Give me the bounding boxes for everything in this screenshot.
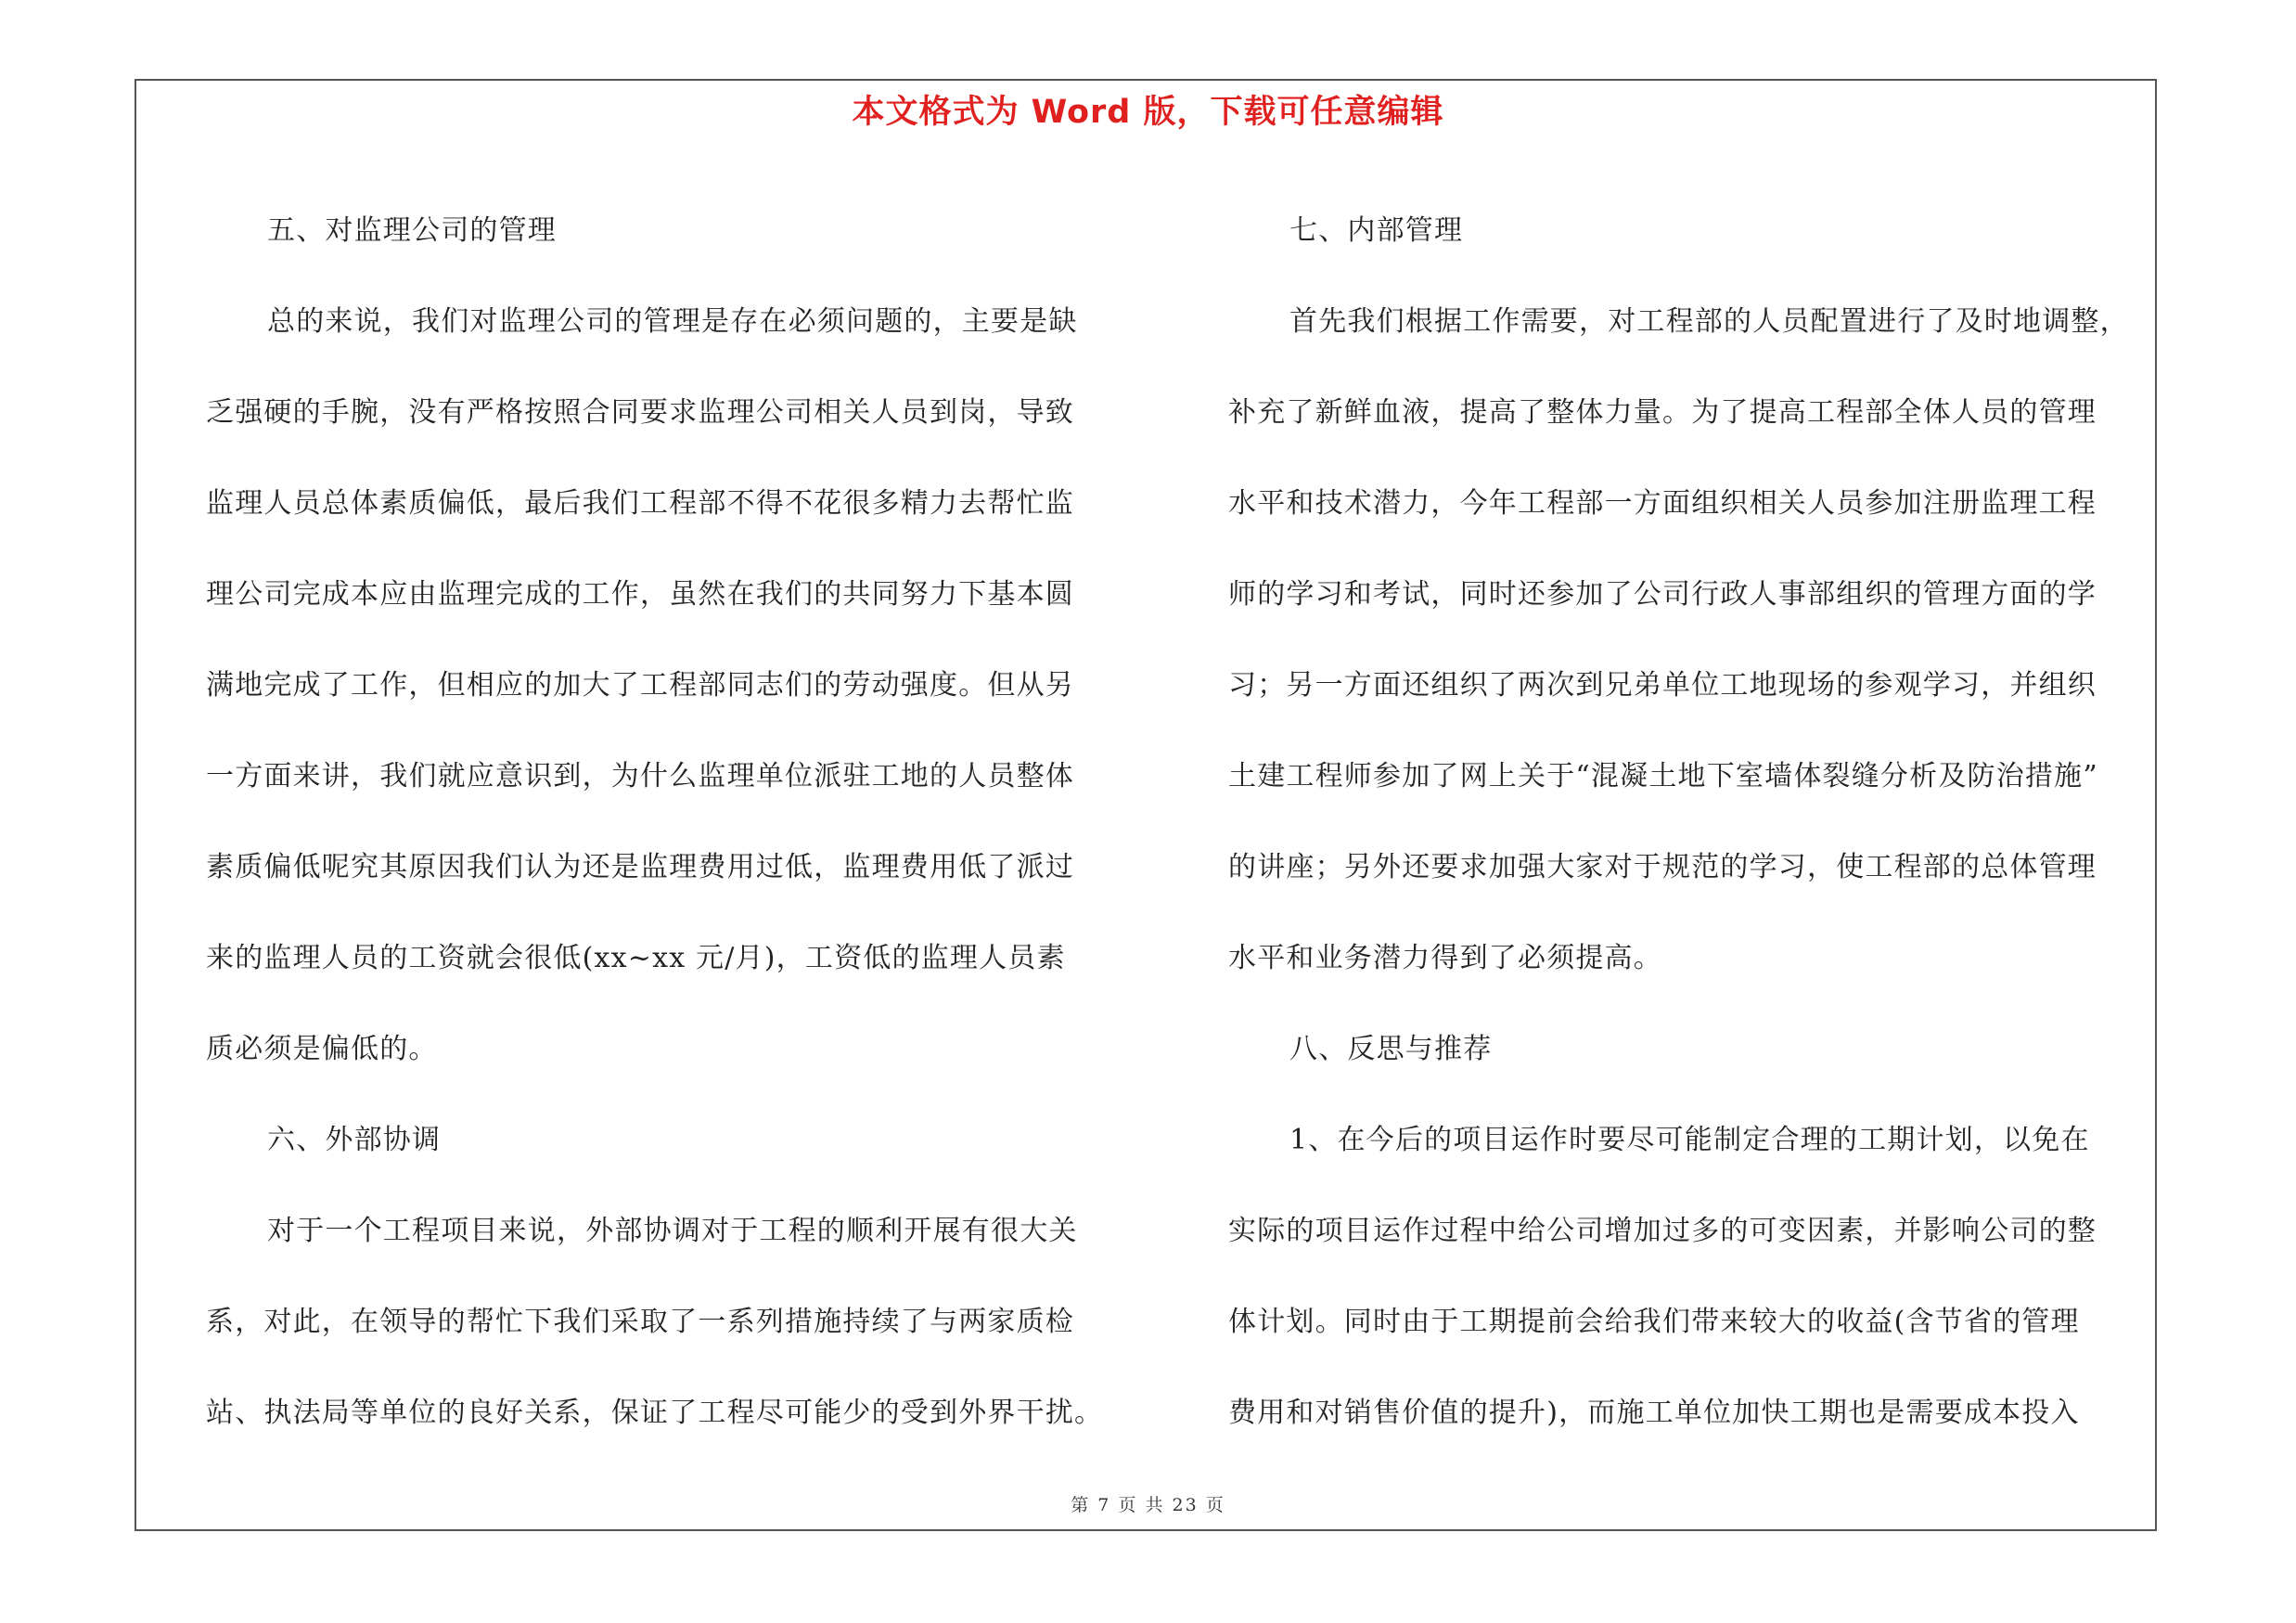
text-line: 实际的项目运作过程中给公司增加过多的可变因素，并影响公司的整 xyxy=(1228,1215,2097,1247)
text-line: 费用和对销售价值的提升)，而施工单位加快工期也是需要成本投入 xyxy=(1228,1397,2080,1429)
text-line: 五、对监理公司的管理 xyxy=(267,214,557,247)
text-line: 的讲座；另外还要求加强大家对于规范的学习，使工程部的总体管理 xyxy=(1228,851,2097,883)
text-line: 理公司完成本应由监理完成的工作，虽然在我们的共同努力下基本圆 xyxy=(206,578,1074,611)
text-line: 总的来说，我们对监理公司的管理是存在必须问题的，主要是缺 xyxy=(267,305,1078,338)
text-line: 1、在今后的项目运作时要尽可能制定合理的工期计划，以免在 xyxy=(1289,1124,2090,1156)
text-line: 习；另一方面还组织了两次到兄弟单位工地现场的参观学习，并组织 xyxy=(1228,669,2097,702)
text-line: 质必须是偏低的。 xyxy=(206,1033,438,1065)
text-line: 土建工程师参加了网上关于“混凝土地下室墙体裂缝分析及防治措施” xyxy=(1228,760,2098,792)
text-line: 八、反思与推荐 xyxy=(1289,1033,1493,1065)
text-line: 师的学习和考试，同时还参加了公司行政人事部组织的管理方面的学 xyxy=(1228,578,2097,611)
text-line: 站、执法局等单位的良好关系，保证了工程尽可能少的受到外界干扰。 xyxy=(206,1397,1104,1429)
text-line: 素质偏低呢究其原因我们认为还是监理费用过低，监理费用低了派过 xyxy=(206,851,1074,883)
format-banner: 本文格式为 Word 版，下载可任意编辑 xyxy=(852,94,1444,131)
text-line: 水平和业务潜力得到了必须提高。 xyxy=(1228,942,1662,974)
text-line: 体计划。同时由于工期提前会给我们带来较大的收益(含节省的管理 xyxy=(1228,1306,2080,1338)
text-line: 对于一个工程项目来说，外部协调对于工程的顺利开展有很大关 xyxy=(267,1215,1078,1247)
text-line: 一方面来讲，我们就应意识到，为什么监理单位派驻工地的人员整体 xyxy=(206,760,1074,792)
right-column xyxy=(1228,186,2156,1459)
text-line: 监理人员总体素质偏低，最后我们工程部不得不花很多精力去帮忙监 xyxy=(206,487,1074,520)
text-line: 六、外部协调 xyxy=(267,1124,442,1156)
text-line: 补充了新鲜血液，提高了整体力量。为了提高工程部全体人员的管理 xyxy=(1228,396,2097,429)
text-line: 来的监理人员的工资就会很低(xx~xx 元/月)，工资低的监理人员素 xyxy=(206,942,1066,974)
text-line: 满地完成了工作，但相应的加大了工程部同志们的劳动强度。但从另 xyxy=(206,669,1074,702)
text-line: 首先我们根据工作需要，对工程部的人员配置进行了及时地调整， xyxy=(1289,305,2129,338)
text-line: 乏强硬的手腕，没有严格按照合同要求监理公司相关人员到岗，导致 xyxy=(206,396,1074,429)
left-column xyxy=(206,186,1134,1459)
text-line: 水平和技术潜力，今年工程部一方面组织相关人员参加注册监理工程 xyxy=(1228,487,2097,520)
page-footer: 第 7 页 共 23 页 xyxy=(1071,1495,1225,1515)
text-line: 七、内部管理 xyxy=(1289,214,1464,247)
text-line: 系，对此，在领导的帮忙下我们采取了一系列措施持续了与两家质检 xyxy=(206,1306,1074,1338)
